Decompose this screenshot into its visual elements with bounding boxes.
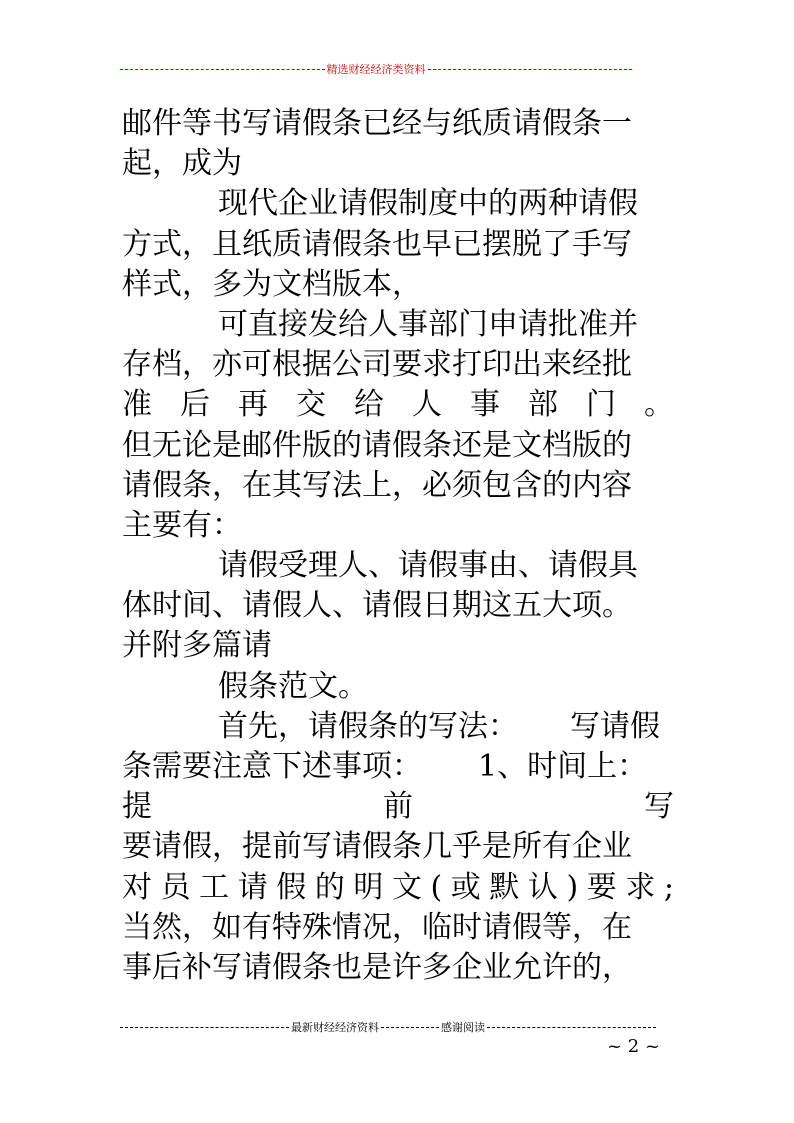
body-char: 默 (489, 869, 520, 905)
body-char: 认 (527, 869, 558, 905)
header-rule-left (120, 69, 325, 70)
body-char: 准 (122, 387, 152, 423)
body-char: 文 (391, 869, 422, 905)
body-line (122, 747, 674, 787)
body-char: 部 (528, 387, 558, 423)
body-char: 前 (383, 789, 413, 825)
document-body (122, 104, 674, 988)
body-char: 再 (238, 387, 268, 423)
body-line-justified (122, 868, 674, 908)
body-char: 交 (296, 387, 326, 423)
body-line: 起，成为 (122, 146, 242, 182)
body-line: 但无论是邮件版的请假条还是文档版的 (122, 427, 632, 463)
body-line: 主要有： (122, 507, 242, 543)
body-line: 请假条，在其写法上，必须包含的内容 (122, 467, 632, 503)
body-line-justified (122, 787, 674, 827)
body-char: 工 (199, 869, 230, 905)
body-char: 给 (354, 387, 384, 423)
body-gap (518, 707, 570, 747)
body-char: 门 (586, 387, 616, 423)
body-line: 体时间、请假人、请假日期这五大项。 (122, 588, 632, 624)
body-line: 存档，亦可根据公司要求打印出来经批 (122, 347, 632, 383)
footer-right-label: 感谢阅读 (441, 1020, 485, 1034)
body-char: 员 (160, 869, 191, 905)
body-char: ; (663, 869, 674, 905)
body-segment: 写请假 (570, 708, 660, 744)
body-line: 事后补写请假条也是许多企业允许的， (122, 949, 632, 985)
header-label: 精选财经经济类资料 (326, 62, 426, 76)
page-header (120, 60, 632, 78)
body-char: 事 (470, 387, 500, 423)
body-line: 要请假，提前写请假条几乎是所有企业 (122, 829, 632, 865)
body-char: ( (430, 869, 443, 905)
body-char: 求 (625, 869, 656, 905)
body-line: 现代企业请假制度中的两种请假 (218, 186, 638, 222)
body-line (122, 707, 674, 747)
body-line: 邮件等书写请假条已经与纸质请假条一 (122, 106, 632, 141)
footer-rule-middle (381, 1027, 439, 1028)
body-char: 对 (122, 869, 152, 905)
page-number: ~ 2 ~ (606, 1036, 660, 1057)
footer-rule-right (487, 1027, 656, 1028)
body-char: 的 (314, 869, 345, 905)
body-char: 假 (276, 869, 307, 905)
body-gap (422, 747, 478, 787)
body-line: 当然，如有特殊情况，临时请假等，在 (122, 909, 632, 945)
body-line: 请假受理人、请假事由、请假具 (218, 548, 638, 584)
body-char: 明 (353, 869, 384, 905)
body-segment: 首先，请假条的写法： (218, 708, 518, 744)
body-line-justified (122, 385, 674, 425)
body-line: 假条范文。 (218, 668, 368, 704)
page-footer (120, 1019, 656, 1035)
footer-left-label: 最新财经经济资料 (291, 1020, 379, 1034)
body-segment: 1、时间上： (478, 749, 648, 784)
body-char: 提 (122, 789, 152, 825)
body-segment: 条需要注意下述事项： (122, 749, 422, 784)
body-line: 样式，多为文档版本， (122, 266, 422, 302)
body-char: 要 (586, 869, 617, 905)
body-char: 写 (644, 789, 674, 825)
body-char: 后 (180, 387, 210, 423)
header-rule-right (428, 69, 633, 70)
body-char: 人 (412, 387, 442, 423)
body-char: ) (566, 869, 579, 905)
body-char: 请 (237, 869, 268, 905)
body-line: 方式，且纸质请假条也早已摆脱了手写 (122, 226, 632, 262)
body-line: 可直接发给人事部门申请批准并 (218, 306, 638, 342)
footer-rule-left (120, 1027, 289, 1028)
body-line: 并附多篇请 (122, 628, 272, 664)
body-char: 。 (644, 387, 674, 423)
body-char: 或 (450, 869, 481, 905)
